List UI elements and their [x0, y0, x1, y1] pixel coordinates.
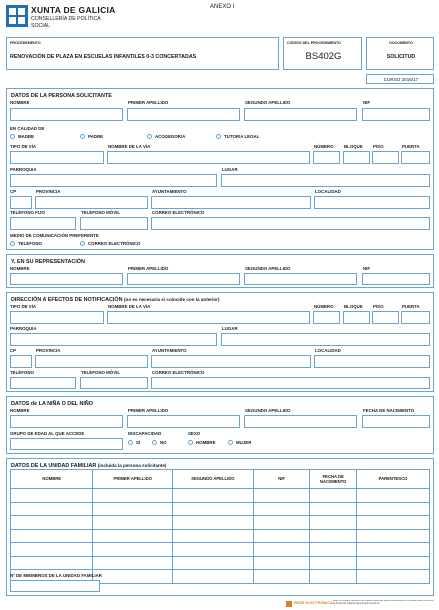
family-cell[interactable]	[11, 516, 93, 530]
family-cell[interactable]	[253, 529, 310, 543]
label-cp: CP	[10, 189, 17, 194]
applicant-parroquia-input[interactable]	[10, 174, 217, 187]
family-cell[interactable]	[173, 556, 254, 570]
family-cell[interactable]	[93, 502, 173, 516]
family-cell[interactable]	[173, 502, 254, 516]
family-row	[11, 556, 430, 570]
label-nombre-via: NOMBRE DE LA VÍA	[108, 144, 151, 149]
child-label-discapacidad: DISCAPACIDAD	[128, 431, 162, 436]
xunta-logo	[6, 5, 28, 27]
notif-label-ayuntamiento: AYUNTAMIENTO	[152, 348, 187, 353]
family-cell[interactable]	[310, 489, 357, 503]
family-cell[interactable]	[93, 556, 173, 570]
applicant-piso-input[interactable]	[372, 151, 399, 164]
label-localidad: LOCALIDAD	[315, 189, 341, 194]
applicant-nombre-input[interactable]	[10, 108, 123, 121]
rep-nombre-input[interactable]	[10, 273, 123, 285]
family-col-nif: NIF	[253, 470, 310, 489]
label-en-calidad: EN CALIDAD DE	[10, 126, 45, 131]
family-cell[interactable]	[357, 570, 430, 584]
family-row	[11, 529, 430, 543]
notif-parroquia-input[interactable]	[10, 333, 217, 346]
notif-puerta-input[interactable]	[401, 311, 430, 324]
radio-tutor[interactable]	[216, 134, 221, 139]
child-label-primer-apellido: PRIMER APELLIDO	[128, 408, 169, 413]
notif-label-telefono: TELÉFONO	[10, 370, 34, 375]
family-cell[interactable]	[357, 543, 430, 557]
notif-tipo-via-input[interactable]	[10, 311, 104, 324]
applicant-puerta-input[interactable]	[401, 151, 430, 164]
applicant-nif-input[interactable]	[362, 108, 430, 121]
document-label: DOCUMENTO	[389, 41, 413, 45]
label-si: SÍ	[136, 439, 141, 445]
family-cell[interactable]	[93, 529, 173, 543]
notif-label-parroquia: PARROQUIA	[10, 326, 37, 331]
family-cell[interactable]	[310, 570, 357, 584]
applicant-localidad-input[interactable]	[314, 196, 430, 209]
radio-acogedor[interactable]	[147, 134, 152, 139]
label-piso: PISO	[373, 144, 384, 149]
child-grupo-edad-input[interactable]	[10, 438, 123, 450]
applicant-primer-apellido-input[interactable]	[127, 108, 240, 121]
family-col-nombre: NOMBRE	[11, 470, 93, 489]
family-cell[interactable]	[310, 502, 357, 516]
label-padre: PADRE	[88, 133, 104, 139]
family-row	[11, 502, 430, 516]
notif-numero-input[interactable]	[313, 311, 340, 324]
family-cell[interactable]	[173, 516, 254, 530]
radio-hombre[interactable]	[188, 440, 193, 445]
notif-label-tipo-via: TIPO DE VÍA	[10, 304, 37, 309]
family-col-primer-apellido: PRIMER APELLIDO	[93, 470, 173, 489]
label-puerta: PUERTA	[402, 144, 420, 149]
notification-title	[11, 297, 220, 303]
family-cell[interactable]	[173, 529, 254, 543]
family-cell[interactable]	[357, 516, 430, 530]
family-col-parentesco: PARENTESCO	[357, 470, 430, 489]
rep-primer-apellido-input[interactable]	[127, 273, 240, 285]
radio-discapacidad-si[interactable]	[128, 440, 133, 445]
family-cell[interactable]	[310, 556, 357, 570]
course-label: CURSO 2016/17	[383, 77, 419, 82]
radio-correo[interactable]	[80, 241, 85, 246]
label-no: NO	[160, 439, 167, 445]
rep-label-primer-apellido: PRIMER APELLIDO	[128, 266, 169, 271]
child-segundo-apellido-input[interactable]	[244, 415, 357, 428]
document-value: SOLICITUD	[386, 54, 416, 60]
radio-telefono[interactable]	[10, 241, 15, 246]
family-col-fecha-nac: FECHA DE NACIMIENTO	[310, 470, 357, 489]
family-cell[interactable]	[11, 529, 93, 543]
family-cell[interactable]	[253, 543, 310, 557]
label-opt-telefono: TELÉFONO	[18, 240, 42, 246]
child-label-sexo: SEXO	[188, 431, 201, 436]
applicant-cp-input[interactable]	[10, 196, 32, 209]
applicant-lugar-input[interactable]	[221, 174, 430, 187]
label-tel-fijo: TELÉFONO FIJO	[10, 210, 45, 215]
sede-label: SEDE ELECTRÓNICA	[294, 601, 333, 605]
label-ayuntamiento: AYUNTAMIENTO	[152, 189, 187, 194]
label-numero: NÚMERO	[314, 144, 334, 149]
label-segundo-apellido: SEGUNDO APELLIDO	[245, 100, 291, 105]
family-cell[interactable]	[357, 529, 430, 543]
notif-label-bloque: BLOQUE	[344, 304, 363, 309]
family-cell[interactable]	[93, 489, 173, 503]
family-cell[interactable]	[11, 489, 93, 503]
applicant-segundo-apellido-input[interactable]	[244, 108, 357, 121]
label-correo: CORREO ELECTRÓNICO	[152, 210, 205, 215]
family-members-input[interactable]	[10, 580, 100, 592]
radio-mujer[interactable]	[228, 440, 233, 445]
notification-title-note: (no es necesaria si coincide con la anterior)	[124, 297, 220, 302]
child-label-segundo-apellido: SEGUNDO APELLIDO	[245, 408, 291, 413]
notif-cp-input[interactable]	[10, 355, 32, 368]
family-cell[interactable]	[11, 502, 93, 516]
label-tipo-via: TIPO DE VÍA	[10, 144, 37, 149]
label-mujer: MUJER	[236, 439, 252, 445]
label-hombre: HOMBRE	[196, 439, 216, 445]
notif-ayuntamiento-input[interactable]	[151, 355, 311, 368]
family-cell[interactable]	[93, 570, 173, 584]
logo-subtitle-2: SOCIAL	[31, 23, 51, 29]
annex-label: ANEXO I	[210, 4, 235, 10]
notif-bloque-input[interactable]	[343, 311, 370, 324]
notif-label-nombre-via: NOMBRE DE LA VÍA	[108, 304, 151, 309]
child-nombre-input[interactable]	[10, 415, 123, 428]
applicant-provincia-input[interactable]	[35, 196, 148, 209]
family-row	[11, 489, 430, 503]
applicant-correo-input[interactable]	[151, 217, 430, 230]
family-title-note: (incluida la persona solicitante)	[97, 463, 167, 468]
notif-localidad-input[interactable]	[314, 355, 430, 368]
applicant-tipo-via-input[interactable]	[10, 151, 104, 164]
family-cell[interactable]	[253, 570, 310, 584]
applicant-tel-fijo-input[interactable]	[10, 217, 76, 230]
label-lugar: LUGAR	[222, 167, 238, 172]
label-provincia: PROVINCIA	[36, 189, 61, 194]
family-cell[interactable]	[357, 502, 430, 516]
family-cell[interactable]	[11, 556, 93, 570]
family-cell[interactable]	[173, 489, 254, 503]
notif-label-puerta: PUERTA	[402, 304, 420, 309]
family-members-label: Nº DE MIEMBROS DE LA UNIDAD FAMILIAR	[10, 573, 102, 578]
xunta-emblem-icon	[6, 5, 28, 27]
notif-label-cp: CP	[10, 348, 17, 353]
applicant-bloque-input[interactable]	[343, 151, 370, 164]
family-cell[interactable]	[253, 556, 310, 570]
applicant-nombre-via-input[interactable]	[107, 151, 310, 164]
rep-segundo-apellido-input[interactable]	[244, 273, 357, 285]
notif-label-provincia: PROVINCIA	[36, 348, 61, 353]
rep-label-nombre: NOMBRE	[10, 266, 30, 271]
notif-telefono-input[interactable]	[10, 377, 76, 389]
family-cell[interactable]	[310, 543, 357, 557]
label-bloque: BLOQUE	[344, 144, 363, 149]
footer-note: Este formulario también se puede presentar electrónicamente en la sede electrónica de la Xunta de Galicia https://sede.xunta.es	[333, 600, 434, 605]
label-primer-apellido: PRIMER APELLIDO	[128, 100, 169, 105]
procedure-value: RENOVACIÓN DE PLAZA EN ESCUELAS INFANTILES 0-3 CONCERTADAS	[10, 54, 197, 60]
family-row	[11, 516, 430, 530]
child-label-fecha-nac: FECHA DE NACIMIENTO	[363, 408, 415, 413]
code-label: CÓDIGO DEL PROCEDIMIENTO	[287, 41, 341, 45]
family-cell[interactable]	[93, 516, 173, 530]
radio-padre[interactable]	[80, 134, 85, 139]
rep-label-nif: NIF	[363, 266, 371, 271]
notif-nombre-via-input[interactable]	[107, 311, 310, 324]
course-box	[366, 74, 434, 84]
rep-nif-input[interactable]	[362, 273, 430, 285]
notif-label-tel-movil: TELÉFONO MÓVIL	[81, 370, 121, 375]
child-title: DATOS de LA NIÑA O DEL NIÑO	[11, 401, 93, 407]
notif-lugar-input[interactable]	[221, 333, 430, 346]
code-value: BS402G	[305, 51, 342, 62]
applicant-tel-movil-input[interactable]	[80, 217, 148, 230]
notif-tel-movil-input[interactable]	[80, 377, 148, 389]
notif-label-lugar: LUGAR	[222, 326, 238, 331]
child-label-grupo-edad: GRUPO DE EDAD AL QUE ACCEDE	[10, 431, 85, 436]
label-madre: MADRE	[18, 133, 35, 139]
family-cell[interactable]	[173, 570, 254, 584]
notif-correo-input[interactable]	[151, 377, 430, 389]
procedure-box	[6, 37, 279, 70]
family-cell[interactable]	[357, 489, 430, 503]
label-tutor: TUTOR/A LEGAL	[224, 133, 260, 139]
family-cell[interactable]	[310, 516, 357, 530]
child-label-nombre: NOMBRE	[10, 408, 30, 413]
sede-logo	[286, 601, 292, 607]
family-cell[interactable]	[310, 529, 357, 543]
procedure-code-box	[283, 37, 362, 70]
notif-label-correo: CORREO ELECTRÓNICO	[152, 370, 205, 375]
notification-title-main: DIRECCIÓN A EFECTOS DE NOTIFICACIÓN	[11, 297, 123, 303]
label-opt-correo: CORREO ELECTRÓNICO	[88, 240, 141, 246]
child-primer-apellido-input[interactable]	[127, 415, 240, 428]
radio-madre[interactable]	[10, 134, 15, 139]
family-cell[interactable]	[253, 516, 310, 530]
label-acogedor: ACOGEDOR/A	[155, 133, 186, 139]
family-cell[interactable]	[93, 543, 173, 557]
notif-piso-input[interactable]	[372, 311, 399, 324]
logo-title: XUNTA DE GALICIA	[31, 5, 116, 15]
radio-discapacidad-no[interactable]	[152, 440, 157, 445]
logo-subtitle-1: CONSELLERÍA DE POLÍTICA	[31, 16, 101, 22]
family-row	[11, 543, 430, 557]
family-title-main: DATOS DE LA UNIDAD FAMILIAR	[11, 463, 97, 469]
notif-provincia-input[interactable]	[35, 355, 148, 368]
label-nif: NIF	[363, 100, 371, 105]
family-table	[10, 469, 430, 584]
label-medio: MEDIO DE COMUNICACIÓN PREFERENTE	[10, 233, 99, 238]
applicant-numero-input[interactable]	[313, 151, 340, 164]
label-nombre: NOMBRE	[10, 100, 30, 105]
representative-title: Y, EN SU REPRESENTACIÓN	[11, 259, 85, 265]
family-cell[interactable]	[253, 502, 310, 516]
notif-label-numero: NÚMERO	[314, 304, 334, 309]
applicant-ayuntamiento-input[interactable]	[151, 196, 311, 209]
procedure-label: PROCEDEMENTO	[10, 41, 41, 45]
notif-label-piso: PISO	[373, 304, 384, 309]
label-tel-movil: TELÉFONO MÓVIL	[81, 210, 121, 215]
family-cell[interactable]	[173, 543, 254, 557]
child-fecha-nac-input[interactable]	[362, 415, 430, 428]
notif-label-localidad: LOCALIDAD	[315, 348, 341, 353]
family-col-segundo-apellido: SEGUNDO APELLIDO	[173, 470, 254, 489]
rep-label-segundo-apellido: SEGUNDO APELLIDO	[245, 266, 291, 271]
family-cell[interactable]	[11, 543, 93, 557]
family-cell[interactable]	[357, 556, 430, 570]
family-cell[interactable]	[253, 489, 310, 503]
label-parroquia: PARROQUIA	[10, 167, 37, 172]
document-box	[366, 37, 434, 70]
applicant-title: DATOS DE LA PERSONA SOLICITANTE	[11, 93, 112, 99]
